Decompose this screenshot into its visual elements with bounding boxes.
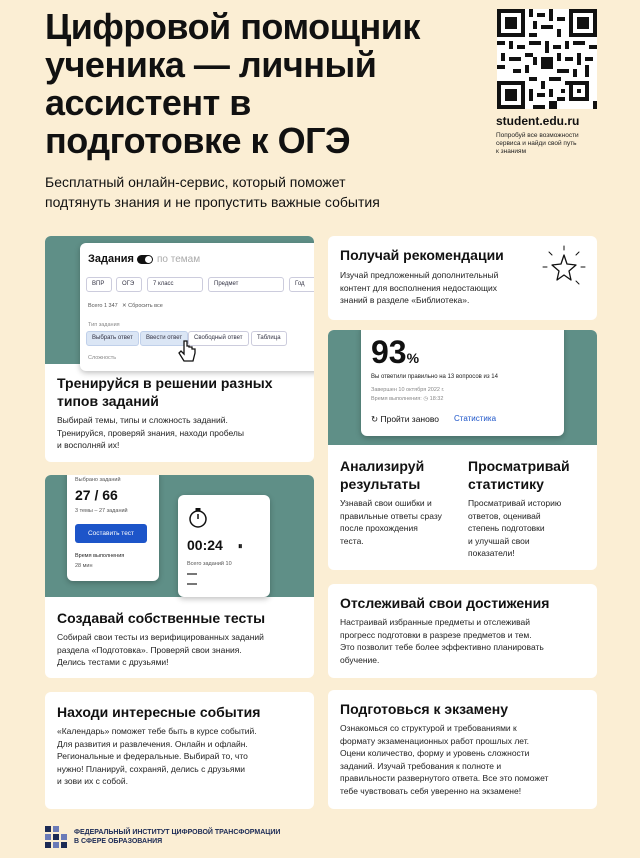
card-recommend-text: Изучай предложенный дополнительный контент для восполнения недостающих знаний в разделе «Библиотека». <box>340 270 499 305</box>
tasks-heading: Задания <box>88 253 134 265</box>
result-percent: 93% <box>371 334 420 370</box>
site-note: Попробуй все возможности сервиса и найди свой путь к знаниям <box>496 132 579 155</box>
card-achievements-text: Настраивай избранные предметы и отслеживай прогресс подготовки в разрезе предметов и тем. Это позволит тебе более эффективно планировать обучение. <box>340 617 544 665</box>
type-table[interactable]: Таблица <box>251 331 287 346</box>
card-analyze-title: Анализируй результаты <box>340 458 425 492</box>
statistics-link[interactable]: Статистика <box>454 414 497 423</box>
result-answered: Вы ответили правильно на 13 вопросов из 14 <box>371 374 498 380</box>
page-subtitle: Бесплатный онлайн-сервис, который поможет подтянуть знания и не пропустить важные события <box>45 174 380 210</box>
type-input[interactable]: Ввести ответ <box>140 331 188 346</box>
timer-row <box>187 573 197 575</box>
filter-grade[interactable]: 7 класс <box>147 277 203 292</box>
cursor-icon <box>176 339 198 363</box>
card-events <box>45 692 314 809</box>
site-url[interactable]: student.edu.ru <box>496 114 580 128</box>
time-label: Время выполнения <box>75 553 125 559</box>
card-create-title: Создавай собственные тесты <box>57 610 266 626</box>
time-value: 28 мин <box>75 563 93 569</box>
card-achievements <box>328 584 597 678</box>
tasks-mock-window <box>80 243 314 371</box>
card-exam-title: Подготовься к экзамену <box>340 701 509 717</box>
filter-vpr[interactable]: ВПР <box>86 277 112 292</box>
page-title: Цифровой помощник ученика — личный ассистент в подготовке к ОГЭ <box>45 6 420 161</box>
institute-logo-icon <box>45 826 67 848</box>
type-free[interactable]: Свободный ответ <box>188 331 249 346</box>
filter-subject[interactable]: Предмет <box>208 277 284 292</box>
selected-value: 27 / 66 <box>75 487 118 503</box>
total-count: Всего 1 347 <box>88 303 118 309</box>
card-analyze-text: Узнавай свои ошибки и правильные ответы сразу после прохождения теста. <box>340 498 442 546</box>
selected-label: Выбрано заданий <box>75 477 121 483</box>
compose-test-button[interactable]: Составить тест <box>75 524 147 543</box>
reset-icon: ✕ <box>122 303 129 309</box>
card-view-stats-text: Просматривай историю ответов, оценивай степень подготовки и улучшай свои показатели! <box>468 498 562 558</box>
card-train-text: Выбирай темы, типы и сложность заданий. Тренируйся, проверяй знания, находи пробелы и восполняй их! <box>57 415 244 450</box>
card-achievements-title: Отслеживай свои достижения <box>340 595 550 611</box>
timer-value: 00:24 <box>187 537 223 553</box>
topics-toggle[interactable] <box>137 255 153 264</box>
type-label: Тип задания <box>88 322 120 328</box>
topics-count: 3 темы – 27 заданий <box>75 508 128 514</box>
retry-button[interactable] <box>371 414 439 425</box>
reset-link[interactable] <box>122 303 163 309</box>
refresh-icon: ↻ <box>371 414 381 424</box>
card-recommend <box>328 236 597 320</box>
qr-code[interactable] <box>497 9 597 109</box>
filter-oge[interactable]: ОГЭ <box>116 277 142 292</box>
filter-year[interactable]: Год <box>289 277 314 292</box>
builder-mock-window <box>67 475 159 581</box>
card-analytics <box>328 330 597 570</box>
timer-mock-window <box>178 495 270 597</box>
result-finished: Завершен 10 октября 2022 г. <box>371 387 445 393</box>
stopwatch-icon <box>188 507 208 529</box>
retry-label: Пройти заново <box>380 414 439 424</box>
card-create <box>45 475 314 678</box>
timer-note: Всего заданий 10 <box>187 561 232 567</box>
pause-icon[interactable]: ⏸ <box>238 541 243 551</box>
result-mock-window <box>361 330 564 436</box>
type-choose[interactable]: Выбрать ответ <box>86 331 139 346</box>
reset-label: Сбросить все <box>128 303 163 309</box>
card-create-text: Собирай свои тесты из верифицированных заданий раздела «Подготовка». Проверяй свои знания. Делись тестами с друзьями! <box>57 632 264 667</box>
topics-toggle-label: по темам <box>157 254 201 265</box>
card-events-title: Находи интересные события <box>57 704 261 720</box>
card-exam <box>328 690 597 809</box>
footer-org-name: ФЕДЕРАЛЬНЫЙ ИНСТИТУТ ЦИФРОВОЙ ТРАНСФОРМАЦИИ В СФЕРЕ ОБРАЗОВАНИЯ <box>74 829 281 845</box>
card-view-stats-title: Просматривай статистику <box>468 458 570 492</box>
timer-row <box>187 583 197 585</box>
sparkle-star-icon <box>541 244 587 290</box>
card-train <box>45 236 314 462</box>
result-time: Время выполнения: ◷ 18:32 <box>371 396 444 402</box>
card-recommend-title: Получай рекомендации <box>340 247 504 263</box>
card-exam-text: Ознакомься со структурой и требованиями к формату экзаменационных работ прошлых лет. Оцени количество, форму и уровень сложности заданий. Изучай требования к полноте и правильности развернутого ответа. Все это поможет тебе чувствовать себя уверенно на экзамене! <box>340 723 549 796</box>
card-train-title: Тренируйся в решении разных типов заданий <box>57 375 273 409</box>
card-events-text: «Календарь» поможет тебе быть в курсе событий. Для развития и развлечения. Онлайн и офлайн. Региональные и федеральные. Выбирай то, что нужно! Планируй, сохраняй, делись с друзьями и зови их с собой. <box>57 726 257 786</box>
difficulty-label: Сложность <box>88 355 117 361</box>
